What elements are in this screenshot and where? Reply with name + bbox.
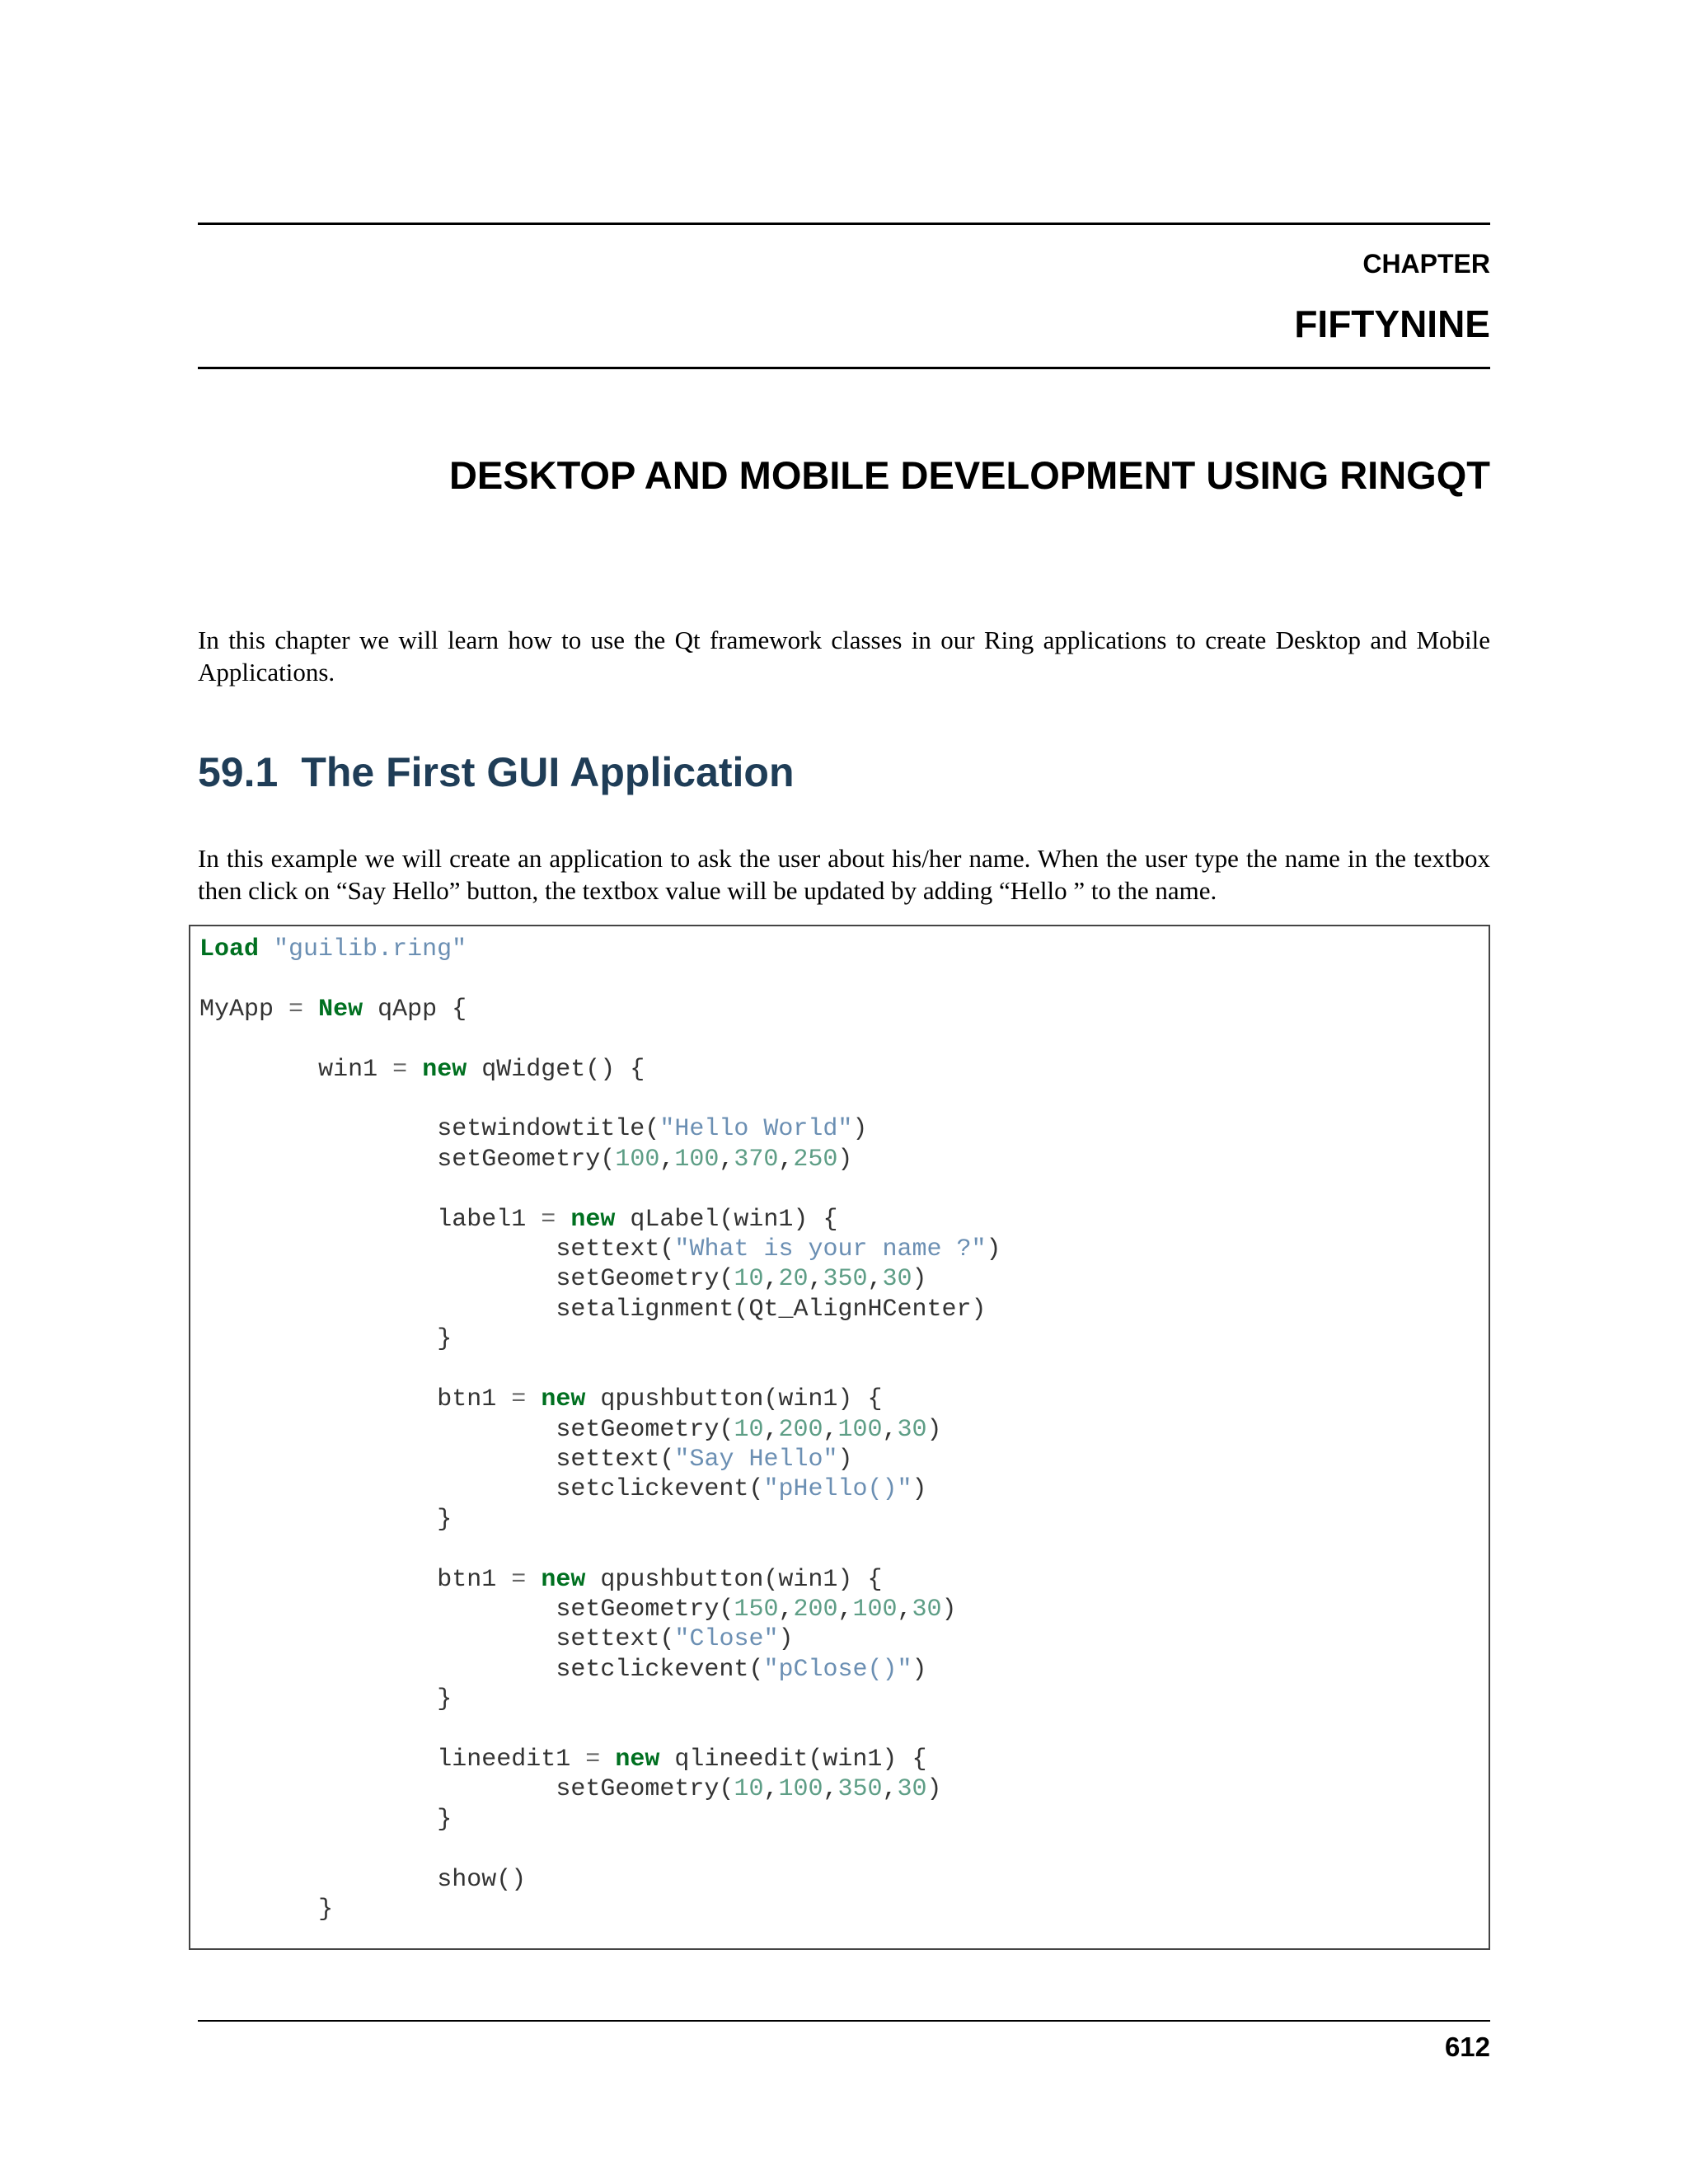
code-line: settext("Close") [556,1625,794,1654]
document-page [198,0,1490,2184]
code-line: } [437,1685,452,1714]
code-line: settext("Say Hello") [556,1445,853,1474]
code-line: settext("What is your name ?") [556,1235,1001,1264]
code-line: setGeometry(10,100,350,30) [556,1775,942,1804]
code-line: setGeometry(150,200,100,30) [556,1595,957,1624]
code-line: setwindowtitle("Hello World") [437,1115,868,1144]
code-line: label1 = new qLabel(win1) { [437,1205,838,1234]
code-line: } [318,1896,334,1924]
chapter-title: DESKTOP AND MOBILE DEVELOPMENT USING RINGQT [448,453,1490,497]
code-line: } [437,1805,452,1834]
code-line: lineedit1 = new qlineedit(win1) { [437,1745,927,1774]
code-line: btn1 = new qpushbutton(win1) { [437,1385,883,1414]
code-line: win1 = new qWidget() { [318,1055,645,1084]
intro-paragraph: In this chapter we will learn how to use the Qt framework classes in our Ring applications to create Desktop and Mobile Applications. [198,626,1490,687]
chapter-top-rule [198,223,1490,225]
chapter-number: FIFTYNINE [1294,302,1490,345]
chapter-bottom-rule [198,367,1490,369]
code-line: setalignment(Qt_AlignHCenter) [556,1295,987,1324]
code-line: Load "guilib.ring" [199,935,467,963]
code-line: setclickevent("pHello()") [556,1475,927,1504]
code-line: } [437,1505,452,1534]
section-paragraph: In this example we will create an application to ask the user about his/her name. When the user type the name in the textbox then click on “Say Hello” button, the textbox value will be updated by adding “Hello ” to the name. [198,844,1490,905]
code-line: setGeometry(10,20,350,30) [556,1265,927,1294]
code-block [189,925,1490,1950]
chapter-label: CHAPTER [1362,249,1490,279]
code-line: } [437,1325,452,1354]
code-line: setGeometry(10,200,100,30) [556,1415,942,1444]
code-line: MyApp = New qApp { [199,995,467,1024]
section-number: 59.1 [198,749,279,795]
page-number: 612 [1444,2032,1490,2062]
code-line: show() [437,1865,527,1894]
code-line: setGeometry(100,100,370,250) [437,1145,853,1174]
code-line: setclickevent("pClose()") [556,1655,927,1684]
code-line: btn1 = new qpushbutton(win1) { [437,1565,883,1594]
footer-rule [198,2020,1490,2022]
section-title-text: The First GUI Application [301,749,795,795]
section-heading [198,748,795,797]
code-listing [199,935,1001,1924]
